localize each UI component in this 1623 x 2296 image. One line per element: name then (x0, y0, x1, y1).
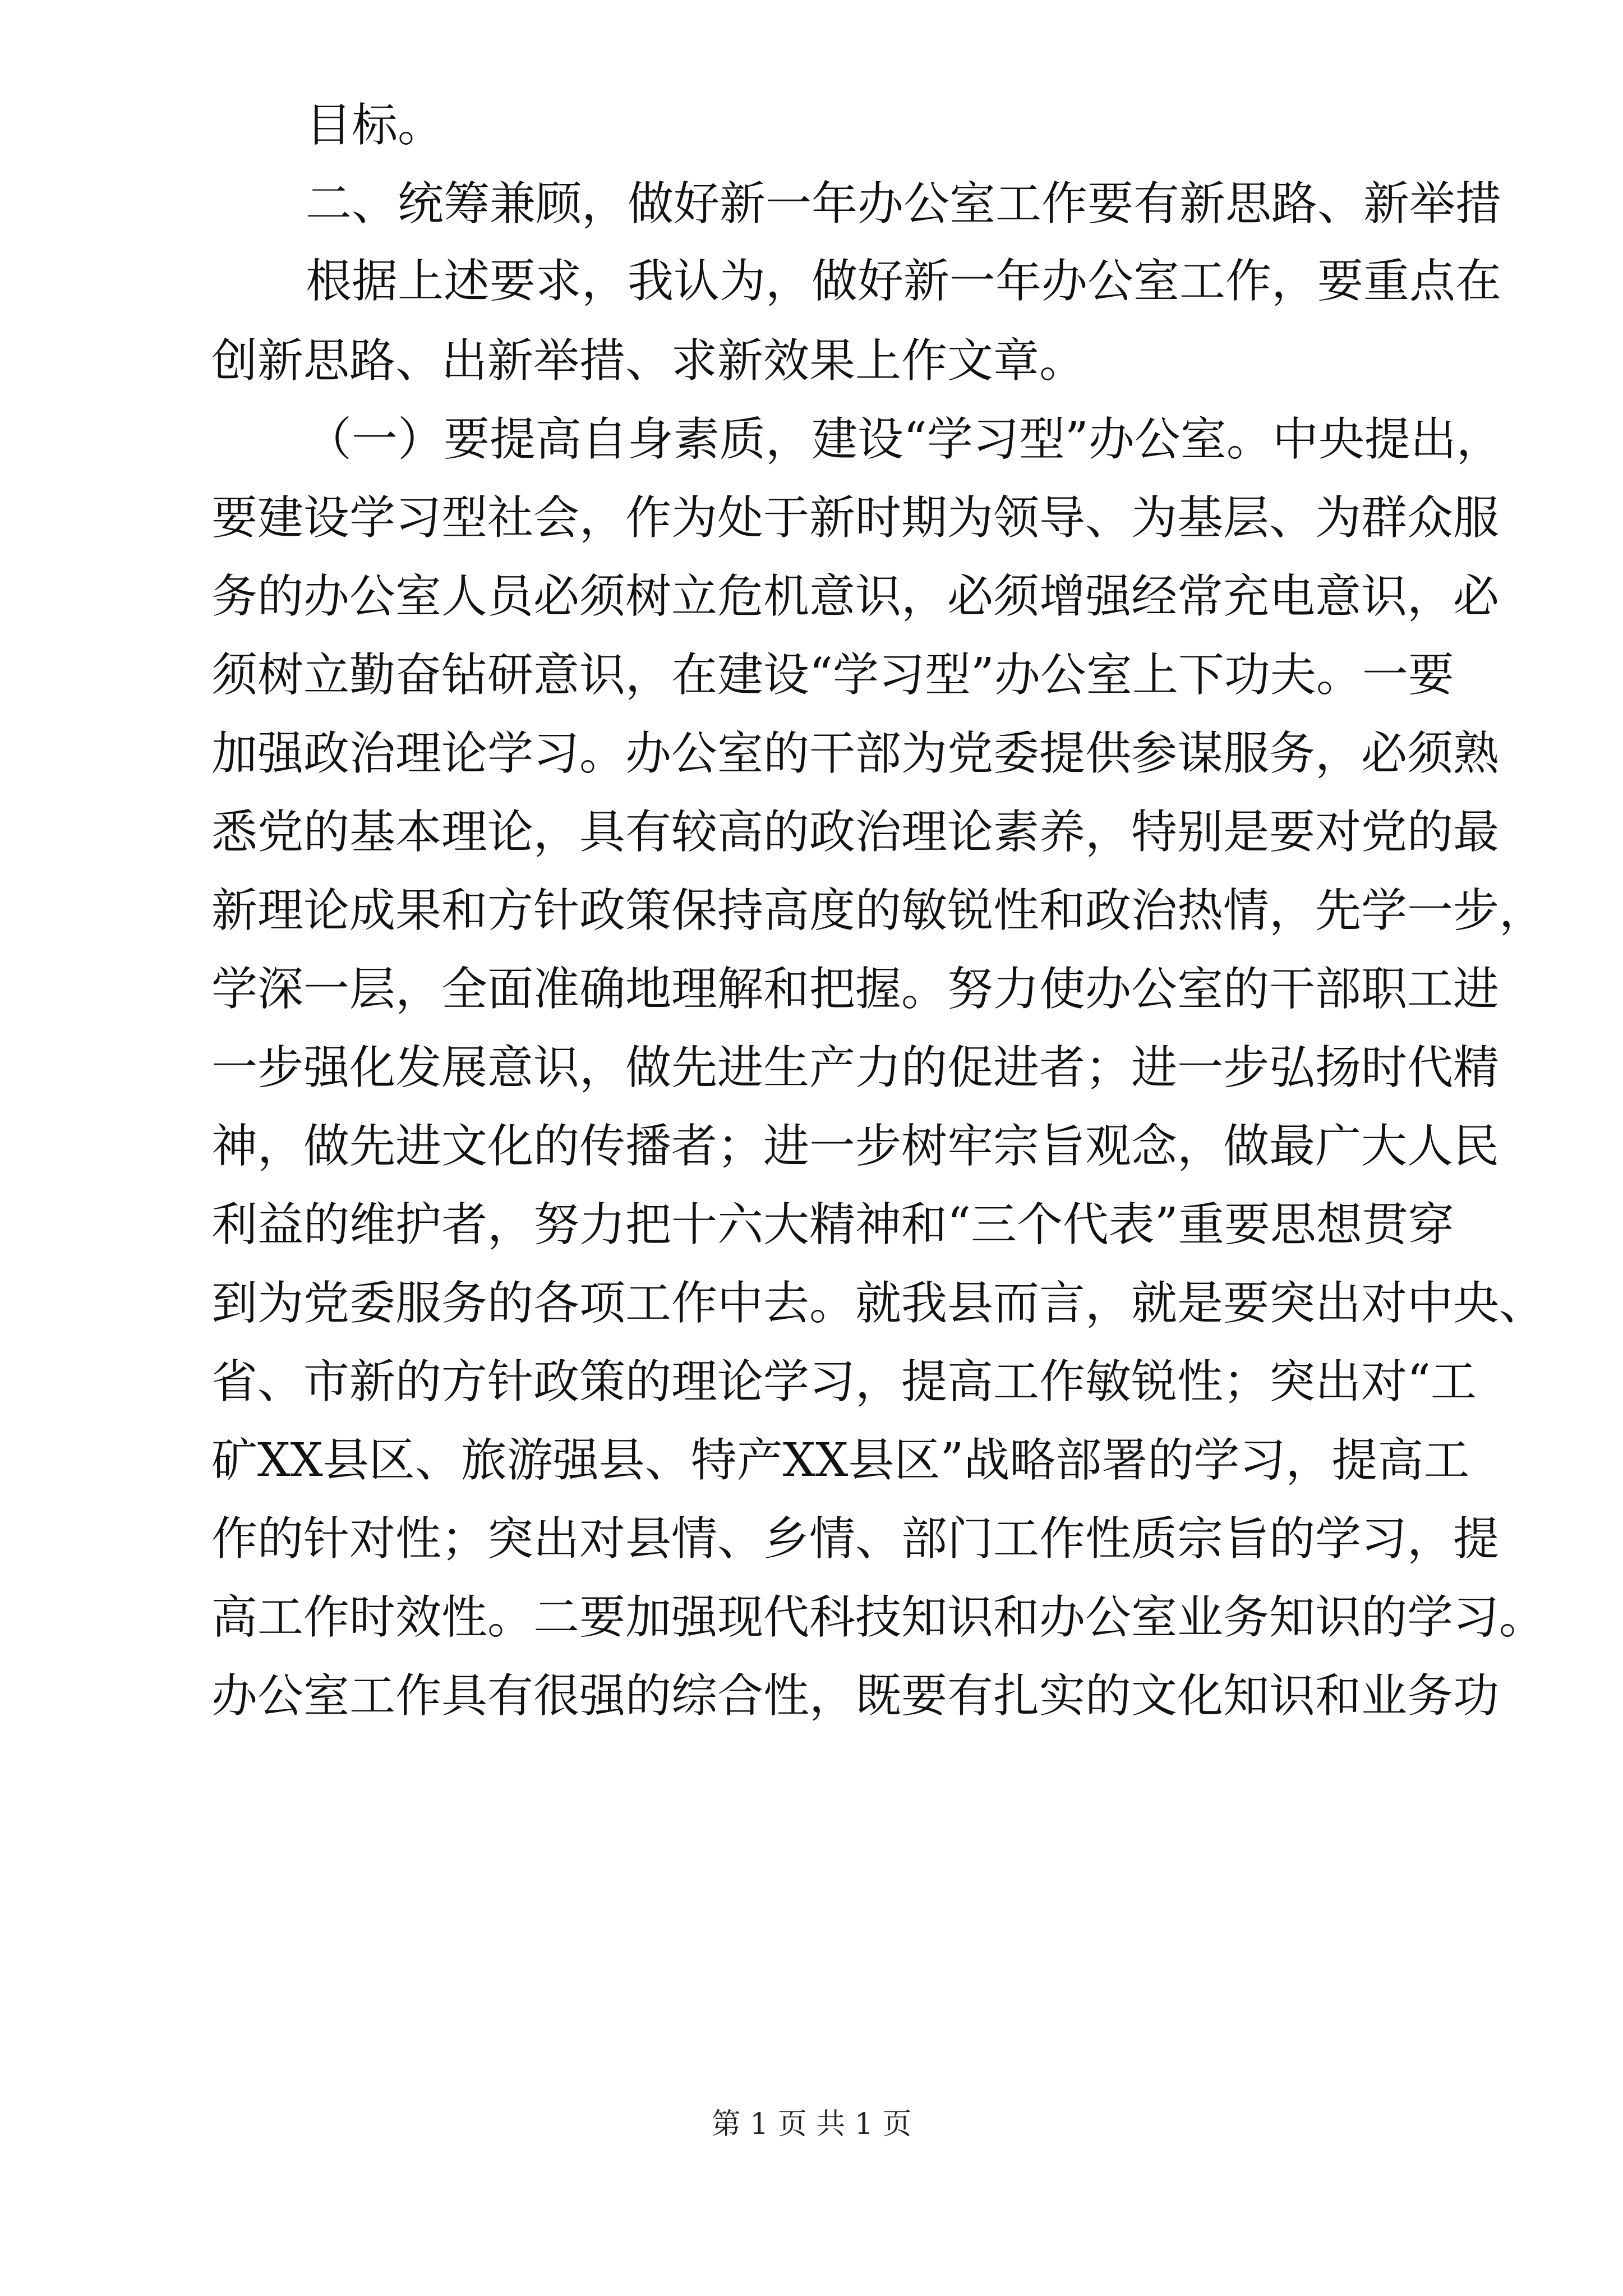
text-line: 创新思路、出新举措、求新效果上作文章。 (211, 334, 1086, 388)
text-line: 利益的维护者，努力把十六大精神和“三个代表”重要思想贯穿 (211, 1198, 1454, 1251)
text-line: 悉党的基本理论，具有较高的政治理论素养，特别是要对党的最 (211, 806, 1500, 859)
page-number-footer: 第 1 页 共 1 页 (711, 2108, 912, 2141)
text-line: 作的针对性；突出对县情、乡情、部门工作性质宗旨的学习，提 (211, 1512, 1500, 1566)
text-line: 到为党委服务的各项工作中去。就我县而言，就是要突出对中央、 (211, 1277, 1546, 1330)
text-line: 高工作时效性。二要加强现代科技知识和办公室业务知识的学习。 (211, 1591, 1546, 1644)
text-line: 须树立勤奋钻研意识，在建设“学习型”办公室上下功夫。一要 (211, 648, 1454, 702)
text-line: 办公室工作具有很强的综合性，既要有扎实的文化知识和业务功 (211, 1669, 1500, 1723)
text-line: 矿XX县区、旅游强县、特产XX县区”战略部署的学习，提高工 (211, 1434, 1470, 1487)
text-line: 要建设学习型社会，作为处于新时期为领导、为基层、为群众服 (211, 491, 1500, 545)
text-line: 根据上述要求，我认为，做好新一年办公室工作，要重点在 (306, 255, 1502, 308)
text-line: 加强政治理论学习。办公室的干部为党委提供参谋服务，必须熟 (211, 727, 1500, 780)
text-line: 省、市新的方针政策的理论学习，提高工作敏锐性；突出对“工 (211, 1355, 1477, 1409)
text-line: 新理论成果和方针政策保持高度的敏锐性和政治热情，先学一步， (211, 884, 1546, 937)
subsection-heading: （一）要提高自身素质，建设“学习型”办公室。中央提出， (306, 413, 1502, 466)
text-line: 神，做先进文化的传播者；进一步树牢宗旨观念，做最广大人民 (211, 1120, 1500, 1173)
text-line: 务的办公室人员必须树立危机意识，必须增强经常充电意识，必 (211, 570, 1500, 623)
text-line: 目标。 (306, 99, 444, 152)
text-line: 一步强化发展意识，做先进生产力的促进者；进一步弘扬时代精 (211, 1041, 1500, 1094)
section-heading: 二、统筹兼顾，做好新一年办公室工作要有新思路、新举措 (306, 177, 1502, 231)
text-line: 学深一层，全面准确地理解和把握。努力使办公室的干部职工进 (211, 963, 1500, 1016)
